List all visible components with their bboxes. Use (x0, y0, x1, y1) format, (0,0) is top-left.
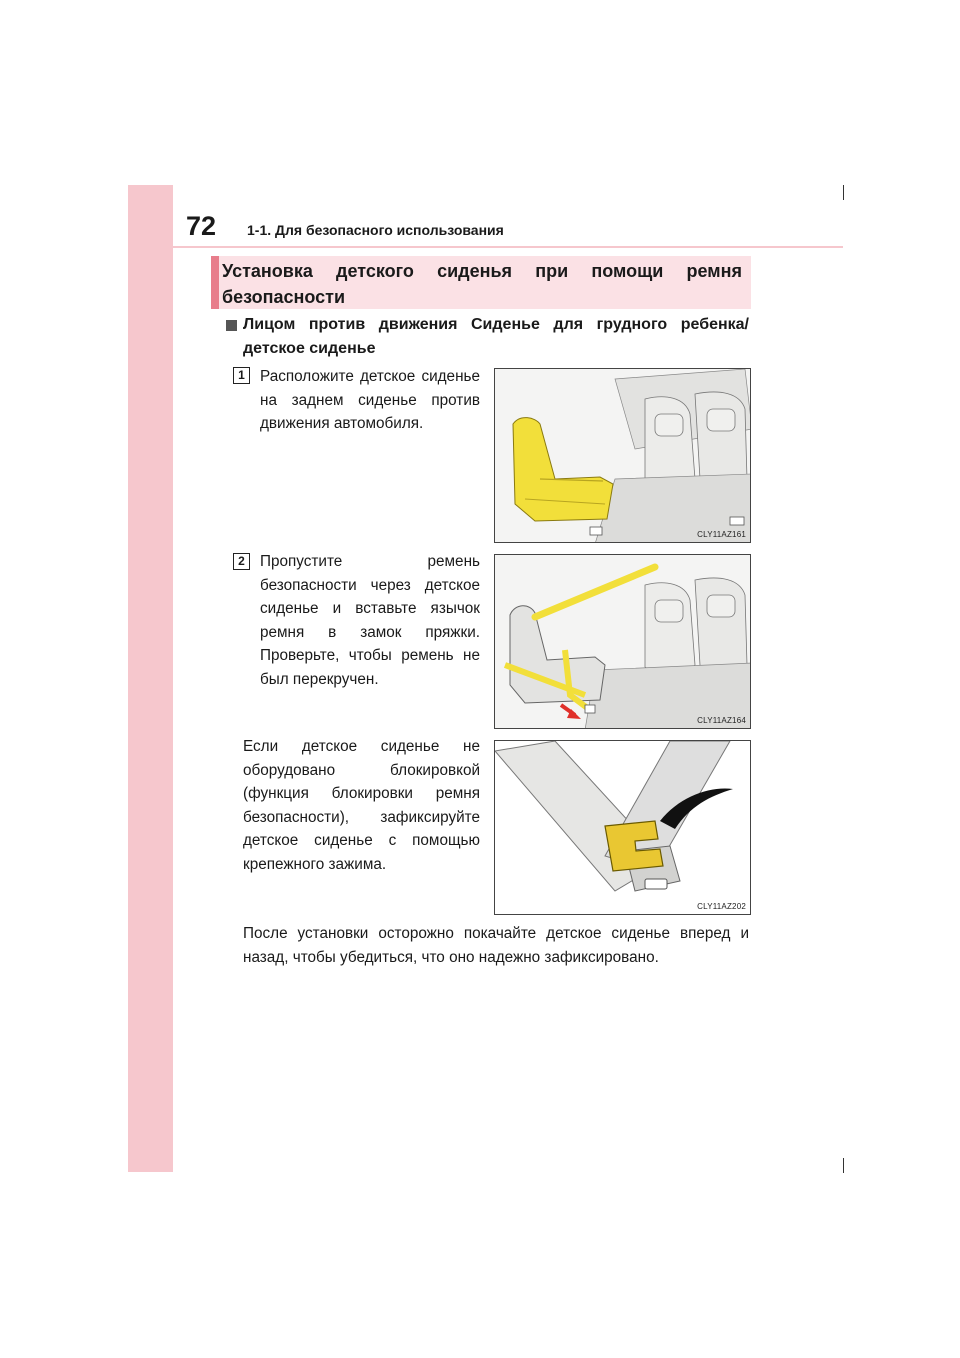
section-title: Установка детского сиденья при помощи ремня безопасности (222, 261, 742, 307)
figure-3-code: CLY11AZ202 (697, 902, 746, 911)
figure-1-code: CLY11AZ161 (697, 530, 746, 539)
rear-seat-with-child-seat-illustration (495, 369, 751, 543)
step-1-text: Расположите детское сиденье на заднем сиденье против движения автомобиля. (260, 368, 480, 432)
step-1-badge: 1 (233, 367, 250, 384)
figure-2-code: CLY11AZ164 (697, 716, 746, 725)
subsection-title: Лицом против движения Сиденье для грудного ребенка/детское сиденье (243, 316, 749, 357)
locking-clip-note: Если детское сиденье не оборудовано блокировкой (функция блокировки ремня безопасности), зафиксируйте детское сиденье с помощью крепежного зажима. (243, 738, 480, 873)
side-color-band (128, 185, 173, 1172)
header-rule (173, 246, 843, 248)
section-title-bar (211, 256, 219, 309)
page-number: 72 (186, 211, 217, 241)
crop-mark-top (843, 185, 844, 200)
seat-belt-through-child-seat-illustration (495, 555, 751, 729)
figure-step-1 (494, 368, 751, 543)
closing-instruction: После установки осторожно покачайте детское сиденье вперед и назад, чтобы убедиться, что оно надежно зафиксировано. (243, 925, 749, 966)
subsection-bullet-icon (226, 320, 237, 331)
step-2-badge: 2 (233, 553, 250, 570)
running-title: 1-1. Для безопасного использования (247, 222, 504, 238)
figure-locking-clip (494, 740, 751, 915)
crop-mark-bottom (843, 1158, 844, 1173)
figure-step-2 (494, 554, 751, 729)
step-2-text: Пропустите ремень безопасности через детское сиденье и вставьте язычок ремня в замок пряжки. Проверьте, чтобы ремень не был перекручен. (260, 553, 480, 688)
locking-clip-on-belt-illustration (495, 741, 751, 915)
